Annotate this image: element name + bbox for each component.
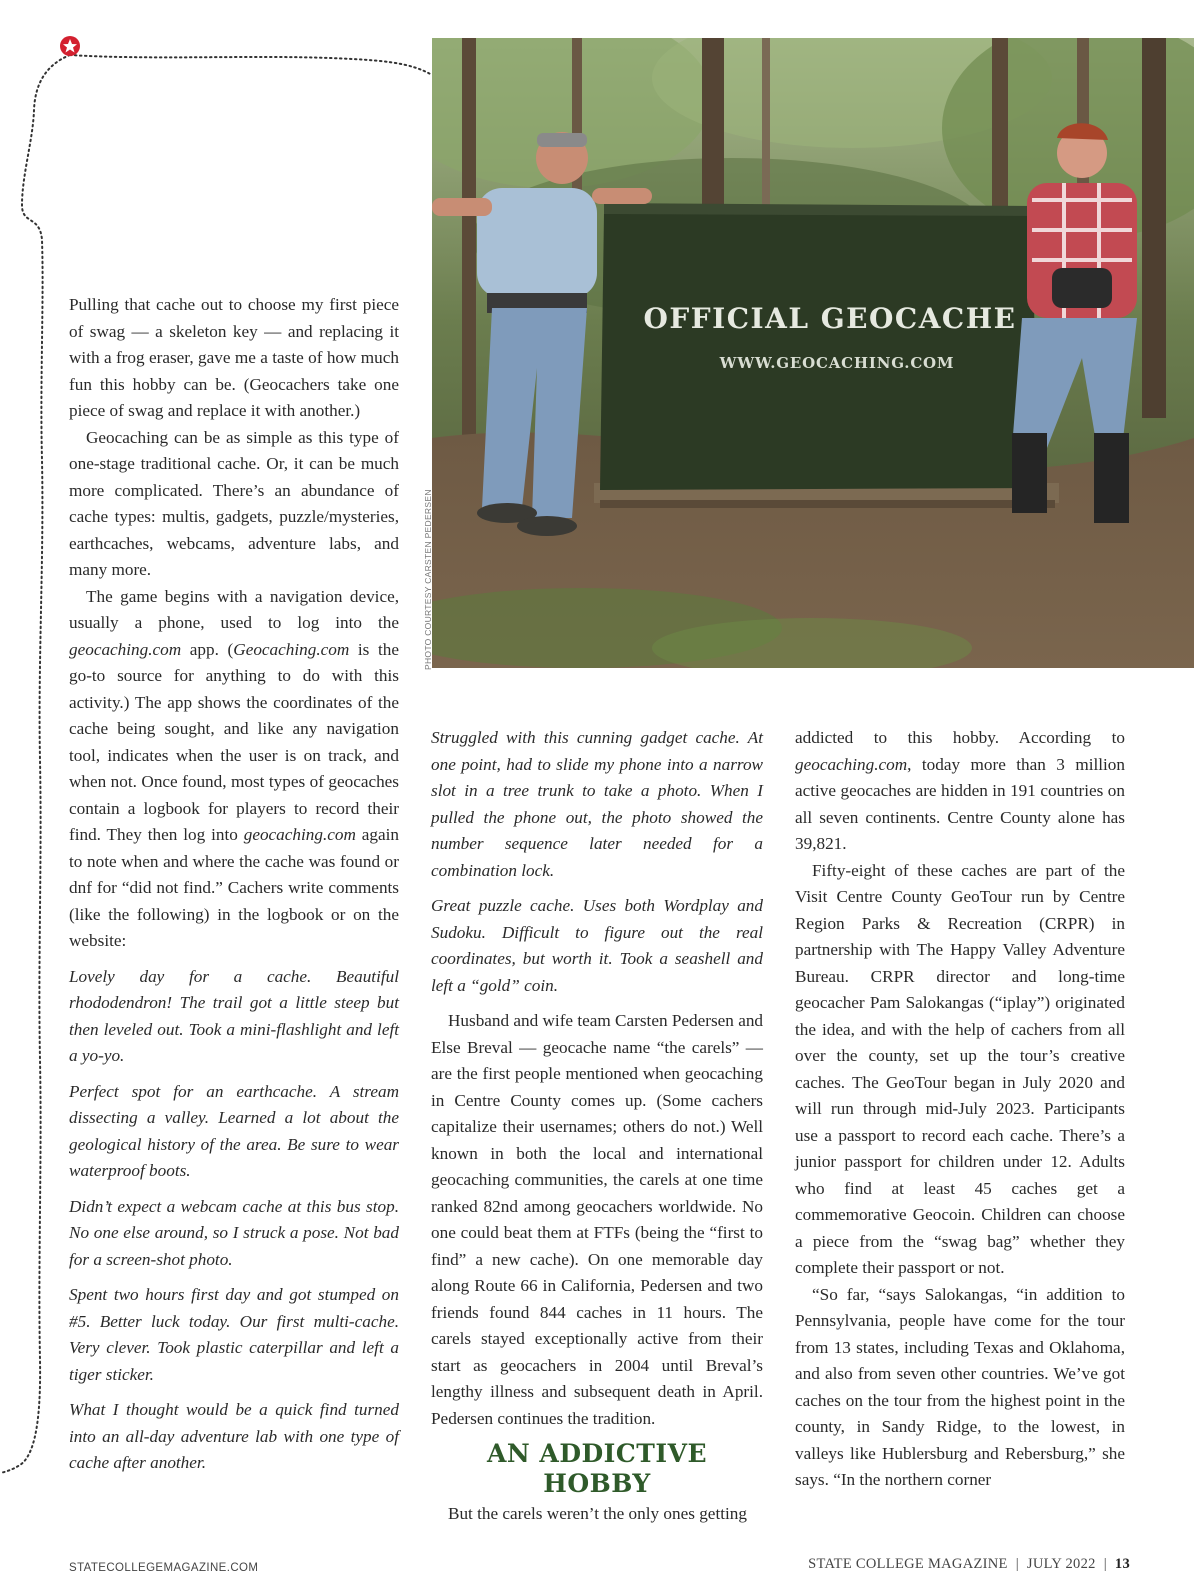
paragraph: Pulling that cache out to choose my first piece of swag — a skeleton key — and replacing it with a frog eraser, gave me a taste of how much fun this hobby can be. (Geocachers take one piece of swag and replace it with another.) bbox=[69, 295, 399, 420]
logbook-comment: What I thought would be a quick find turned into an all-day adventure lab with one type of cache after another. bbox=[69, 1400, 399, 1472]
sign-url: WWW.GEOCACHING.COM bbox=[719, 354, 955, 372]
logbook-comment: Perfect spot for an earthcache. A stream dissecting a valley. Learned a lot about the geological history of the area. Be sure to wear waterproof boots. bbox=[69, 1081, 399, 1180]
logbook-comment: Great puzzle cache. Uses both Wordplay and Sudoku. Difficult to figure out the real coordinates, but worth it. Took a seashell and left a “gold” coin. bbox=[431, 896, 763, 995]
website-reference: Geocaching.com bbox=[233, 639, 350, 659]
website-reference: geocaching.com bbox=[243, 825, 356, 844]
paragraph: addicted to this hobby. According to geocaching.com, today more than 3 million active geocaches are hidden in 191 countries on all seven continents. Centre County alone has 39,821. bbox=[795, 728, 1125, 853]
section-subhead: AN ADDICTIVE HOBBY bbox=[486, 1439, 708, 1498]
paragraph: Fifty-eight of these caches are part of the Visit Centre County GeoTour run by Centre Region Parks & Recreation (CRPR) in partnership with The Happy Valley Adventure Bureau. CRPR director and long-time geocacher Pam Salokangas (“iplay”) originated the idea, and with the help of cachers from all over the county, set up the tour’s creative caches. The GeoTour began in July 2020 and will run through mid-July 2023. Participants use a passport to record each cache. There’s a junior passport for children under 12. Adults who find at least 45 caches get a commemorative Geocoin. Children can choose a piece from the “swag bag” whether they complete their passport or not. bbox=[795, 860, 1125, 1277]
logbook-comment: Struggled with this cunning gadget cache. At one point, had to slide my phone into a narrow slot in a tree trunk to take a photo. When I pulled the phone out, the photo showed the number sequence later needed for a combination lock. bbox=[431, 728, 763, 880]
paragraph: The game begins with a navigation device, usually a phone, used to log into the geocaching.com app. (Geocaching.com is the go-to source for anything to do with this activity.) The app shows the coordinates of the cache being sought, and like any navigation tool, indicates when the user is on track, and when not. Once found, most types of geocaches contain a logbook for players to record their find. They then log into geocaching.com again to note when and where the cache was found or dnf for “did not find.” Cachers write comments (like the following) in the logbook or on the website: bbox=[69, 586, 400, 950]
article-column-2 bbox=[431, 725, 763, 1528]
geocache-photo bbox=[432, 38, 1194, 668]
paragraph: But the carels weren’t the only ones getting bbox=[448, 1504, 747, 1523]
footer-folio bbox=[808, 1556, 1130, 1573]
sign-title: OFFICIAL GEOCACHE bbox=[643, 302, 1017, 335]
logbook-comment: Didn’t expect a webcam cache at this bus stop. No one else around, so I struck a pose. Not bad for a screen-shot photo. bbox=[69, 1196, 399, 1269]
paragraph: “So far, “says Salokangas, “in addition to Pennsylvania, people have come for the tour from 13 states, including Texas and Oklahoma, and also from seven other countries. We’ve got caches on the tour from the highest point in the county, in Sandy Ridge, to the lowest, in valleys like Hublersburg and Rebersburg,” she says. “In the northern corner bbox=[795, 1284, 1125, 1489]
logbook-comment: Lovely day for a cache. Beautiful rhododendron! The trail got a little steep but then leveled out. Took a mini-flashlight and left a yo-yo. bbox=[69, 966, 399, 1065]
website-reference: geocaching.com bbox=[795, 754, 908, 774]
star-marker-icon bbox=[60, 36, 80, 56]
footer-separator: | bbox=[1015, 1556, 1019, 1572]
photo-credit: PHOTO COURTESY CARSTEN PEDERSEN bbox=[423, 489, 433, 670]
logbook-comment: Spent two hours first day and got stumped on #5. Better luck today. Our first multi-cache. Very clever. Took plastic caterpillar and left a tiger sticker. bbox=[69, 1285, 399, 1384]
article-column-1 bbox=[69, 292, 399, 1486]
article-column-3 bbox=[795, 725, 1125, 1494]
paragraph: Husband and wife team Carsten Pedersen and Else Breval — geocache name “the carels” — are the first people mentioned when geocaching in Centre County comes up. (Some cachers capitalize their usernames; others do not.) Well known in both the local and international geocaching communities, the carels at one time ranked 82nd among geocachers worldwide. No one could beat them at FTFs (being the “first to find” a new cache). On one memorable day along Route 66 in California, Pedersen and two friends found 844 caches in 11 hours. The carels stayed exceptionally active from their start as geocachers in 2004 until Breval’s lengthy illness and subsequent death in April. Pedersen continues the tradition. bbox=[431, 1011, 764, 1428]
paragraph: Geocaching can be as simple as this type of one-stage traditional cache. Or, it can be much more complicated. There’s an abundance of cache types: multis, gadgets, puzzle/mysteries, earthcaches, webcams, adventure labs, and many more. bbox=[69, 427, 399, 579]
footer-website: STATECOLLEGEMAGAZINE.COM bbox=[69, 1562, 259, 1574]
magazine-name: STATE COLLEGE MAGAZINE bbox=[808, 1556, 1008, 1572]
website-reference: geocaching.com bbox=[69, 639, 182, 659]
page-number: 13 bbox=[1114, 1556, 1130, 1572]
issue-date: JULY 2022 bbox=[1026, 1556, 1096, 1572]
footer-separator: | bbox=[1103, 1556, 1107, 1572]
